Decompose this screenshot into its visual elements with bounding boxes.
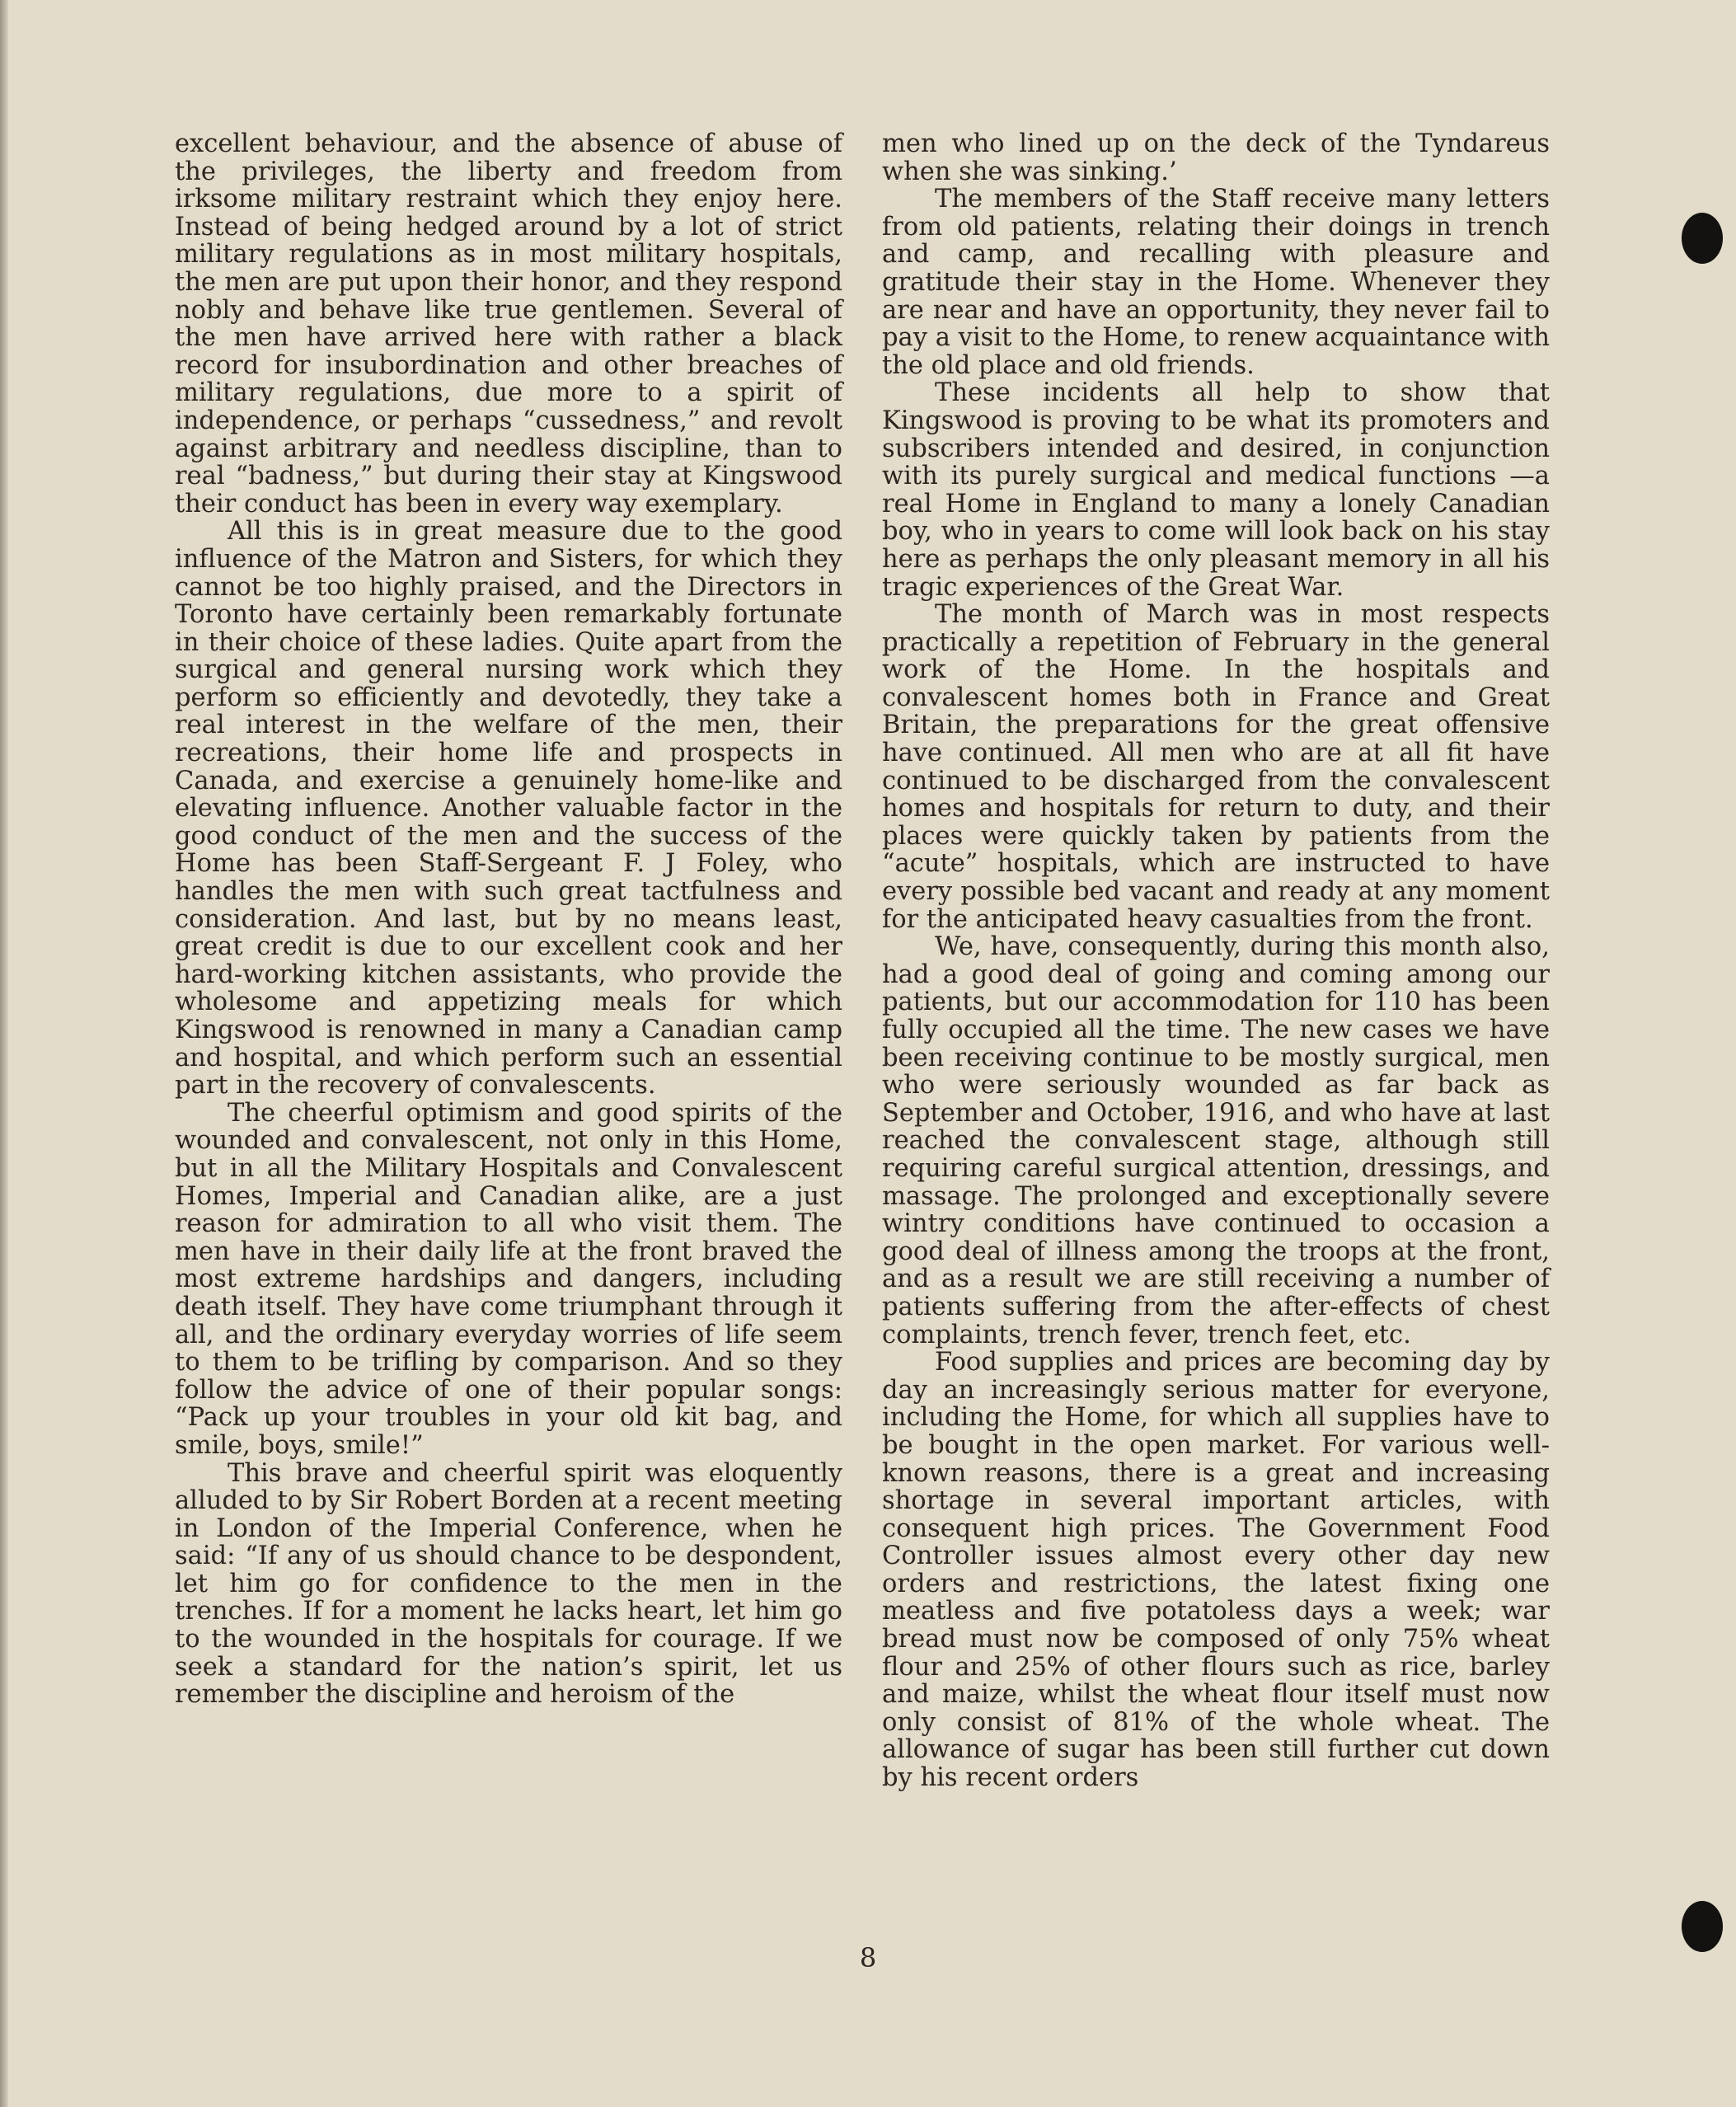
page-number: 8	[859, 1942, 877, 1973]
right-paragraph-2: The members of the Staff receive many letters from old patients, relating their doings in trench and camp, and recalling with pleasure and gratitude their stay in the Home. Whenever they are near and have an opportunity, they never fail to pay a visit to the Home, to renew acquaintance with the old place and old friends.	[882, 185, 1550, 380]
left-paragraph-4: This brave and cheerful spirit was eloquently alluded to by Sir Robert Borden at a recent meeting in London of the Imperial Conference, when he said: “If any of us should chance to be despondent, let him go for confidence to the men in the trenches. If for a moment he lacks heart, let him go to the wounded in the hospitals for courage. If we seek a standard for the nation’s spirit, let us remember the discipline and heroism of the	[175, 1458, 842, 1710]
left-paragraph-2: All this is in great measure due to the good influence of the Matron and Sisters, for which they cannot be too highly praised, and the Directors in Toronto have certainly been remarkably fortunate in their choice of these ladies. Quite apart from the surgical and general nursing work which they perform so efficiently and devotedly, they take a real interest in the welfare of the men, their recreations, their home life and prospects in Canada, and exercise a genuinely home-like and elevating influence. Another valuable factor in the good conduct of the men and the success of the Home has been Staff-Sergeant F. J Foley, who handles the men with such great tactfulness and consideration. And last, but by no means least, great credit is due to our excellent cook and her hard-working kitchen assistants, who provide the wholesome and appetizing meals for which Kingswood is renowned in many a Canadian camp and hospital, and which perform such an essential part in the recovery of convalescents.	[175, 517, 842, 1100]
right-paragraph-1: men who lined up on the deck of the Tyndareus when she was sinking.’	[882, 129, 1550, 186]
right-paragraph-3: These incidents all help to show that Kingswood is proving to be what its promoters and subscribers intended and desired, in conjunction with its purely surgical and medical functions —a real Home in England to many a lonely Canadian boy, who in years to come will look back on his stay here as perhaps the only pleasant memory in all his tragic experiences of the Great War.	[882, 378, 1550, 602]
punch-hole-top	[1682, 213, 1723, 264]
page-edge	[0, 0, 8, 2107]
right-paragraph-6: Food supplies and prices are becoming day by day an increasingly serious matter for everyone, including the Home, for which all supplies have to be bought in the open market. For various well-known reasons, there is a great and increasing shortage in several important articles, with consequent high prices. The Government Food Controller issues almost every other day new orders and restrictions, the latest fixing one meatless and five potatoless days a week; war bread must now be composed of only 75% wheat flour and 25% of other flours such as rice, barley and maize, whilst the wheat flour itself must now only consist of 81% of the whole wheat. The allowance of sugar has been still further cut down by his recent orders	[882, 1348, 1550, 1793]
right-column	[882, 130, 1550, 1792]
left-column	[175, 130, 842, 1709]
punch-hole-bottom	[1682, 1901, 1723, 1952]
left-paragraph-3: The cheerful optimism and good spirits of the wounded and convalescent, not only in this Home, but in all the Military Hospitals and Convalescent Homes, Imperial and Canadian alike, are a just reason for admiration to all who visit them. The men have in their daily life at the front braved the most extreme hardships and dangers, including death itself. They have come triumphant through it all, and the ordinary everyday worries of life seem to them to be trifling by comparison. And so they follow the advice of one of their popular songs: “Pack up your troubles in your old kit bag, and smile, boys, smile!”	[175, 1098, 842, 1460]
right-paragraph-4: The month of March was in most respects practically a repetition of February in the general work of the Home. In the hospitals and convalescent homes both in France and Great Britain, the preparations for the great offensive have continued. All men who are at all fit have continued to be discharged from the convalescent homes and hospitals for return to duty, and their places were quickly taken by patients from the “acute” hospitals, which are instructed to have every possible bed vacant and ready at any moment for the anticipated heavy casualties from the front.	[882, 600, 1550, 934]
left-paragraph-1: excellent behaviour, and the absence of abuse of the privileges, the liberty and freedom from irksome military restraint which they enjoy here. Instead of being hedged around by a lot of strict military regulations as in most military hospitals, the men are put upon their honor, and they respond nobly and behave like true gentlemen. Several of the men have arrived here with rather a black record for insubordination and other breaches of military regulations, due more to a spirit of independence, or perhaps “cussedness,” and revolt against arbitrary and needless discipline, than to real “badness,” but during their stay at Kingswood their conduct has been in every way exemplary.	[175, 129, 842, 519]
right-paragraph-5: We, have, consequently, during this month also, had a good deal of going and coming among our patients, but our accommodation for 110 has been fully occupied all the time. The new cases we have been receiving continue to be mostly surgical, men who were seriously wounded as far back as September and October, 1916, and who have at last reached the convalescent stage, although still requiring careful surgical attention, dressings, and massage. The prolonged and exceptionally severe wintry conditions have continued to occasion a good deal of illness among the troops at the front, and as a result we are still receiving a number of patients suffering from the after-effects of chest complaints, trench fever, trench feet, etc.	[882, 932, 1550, 1349]
